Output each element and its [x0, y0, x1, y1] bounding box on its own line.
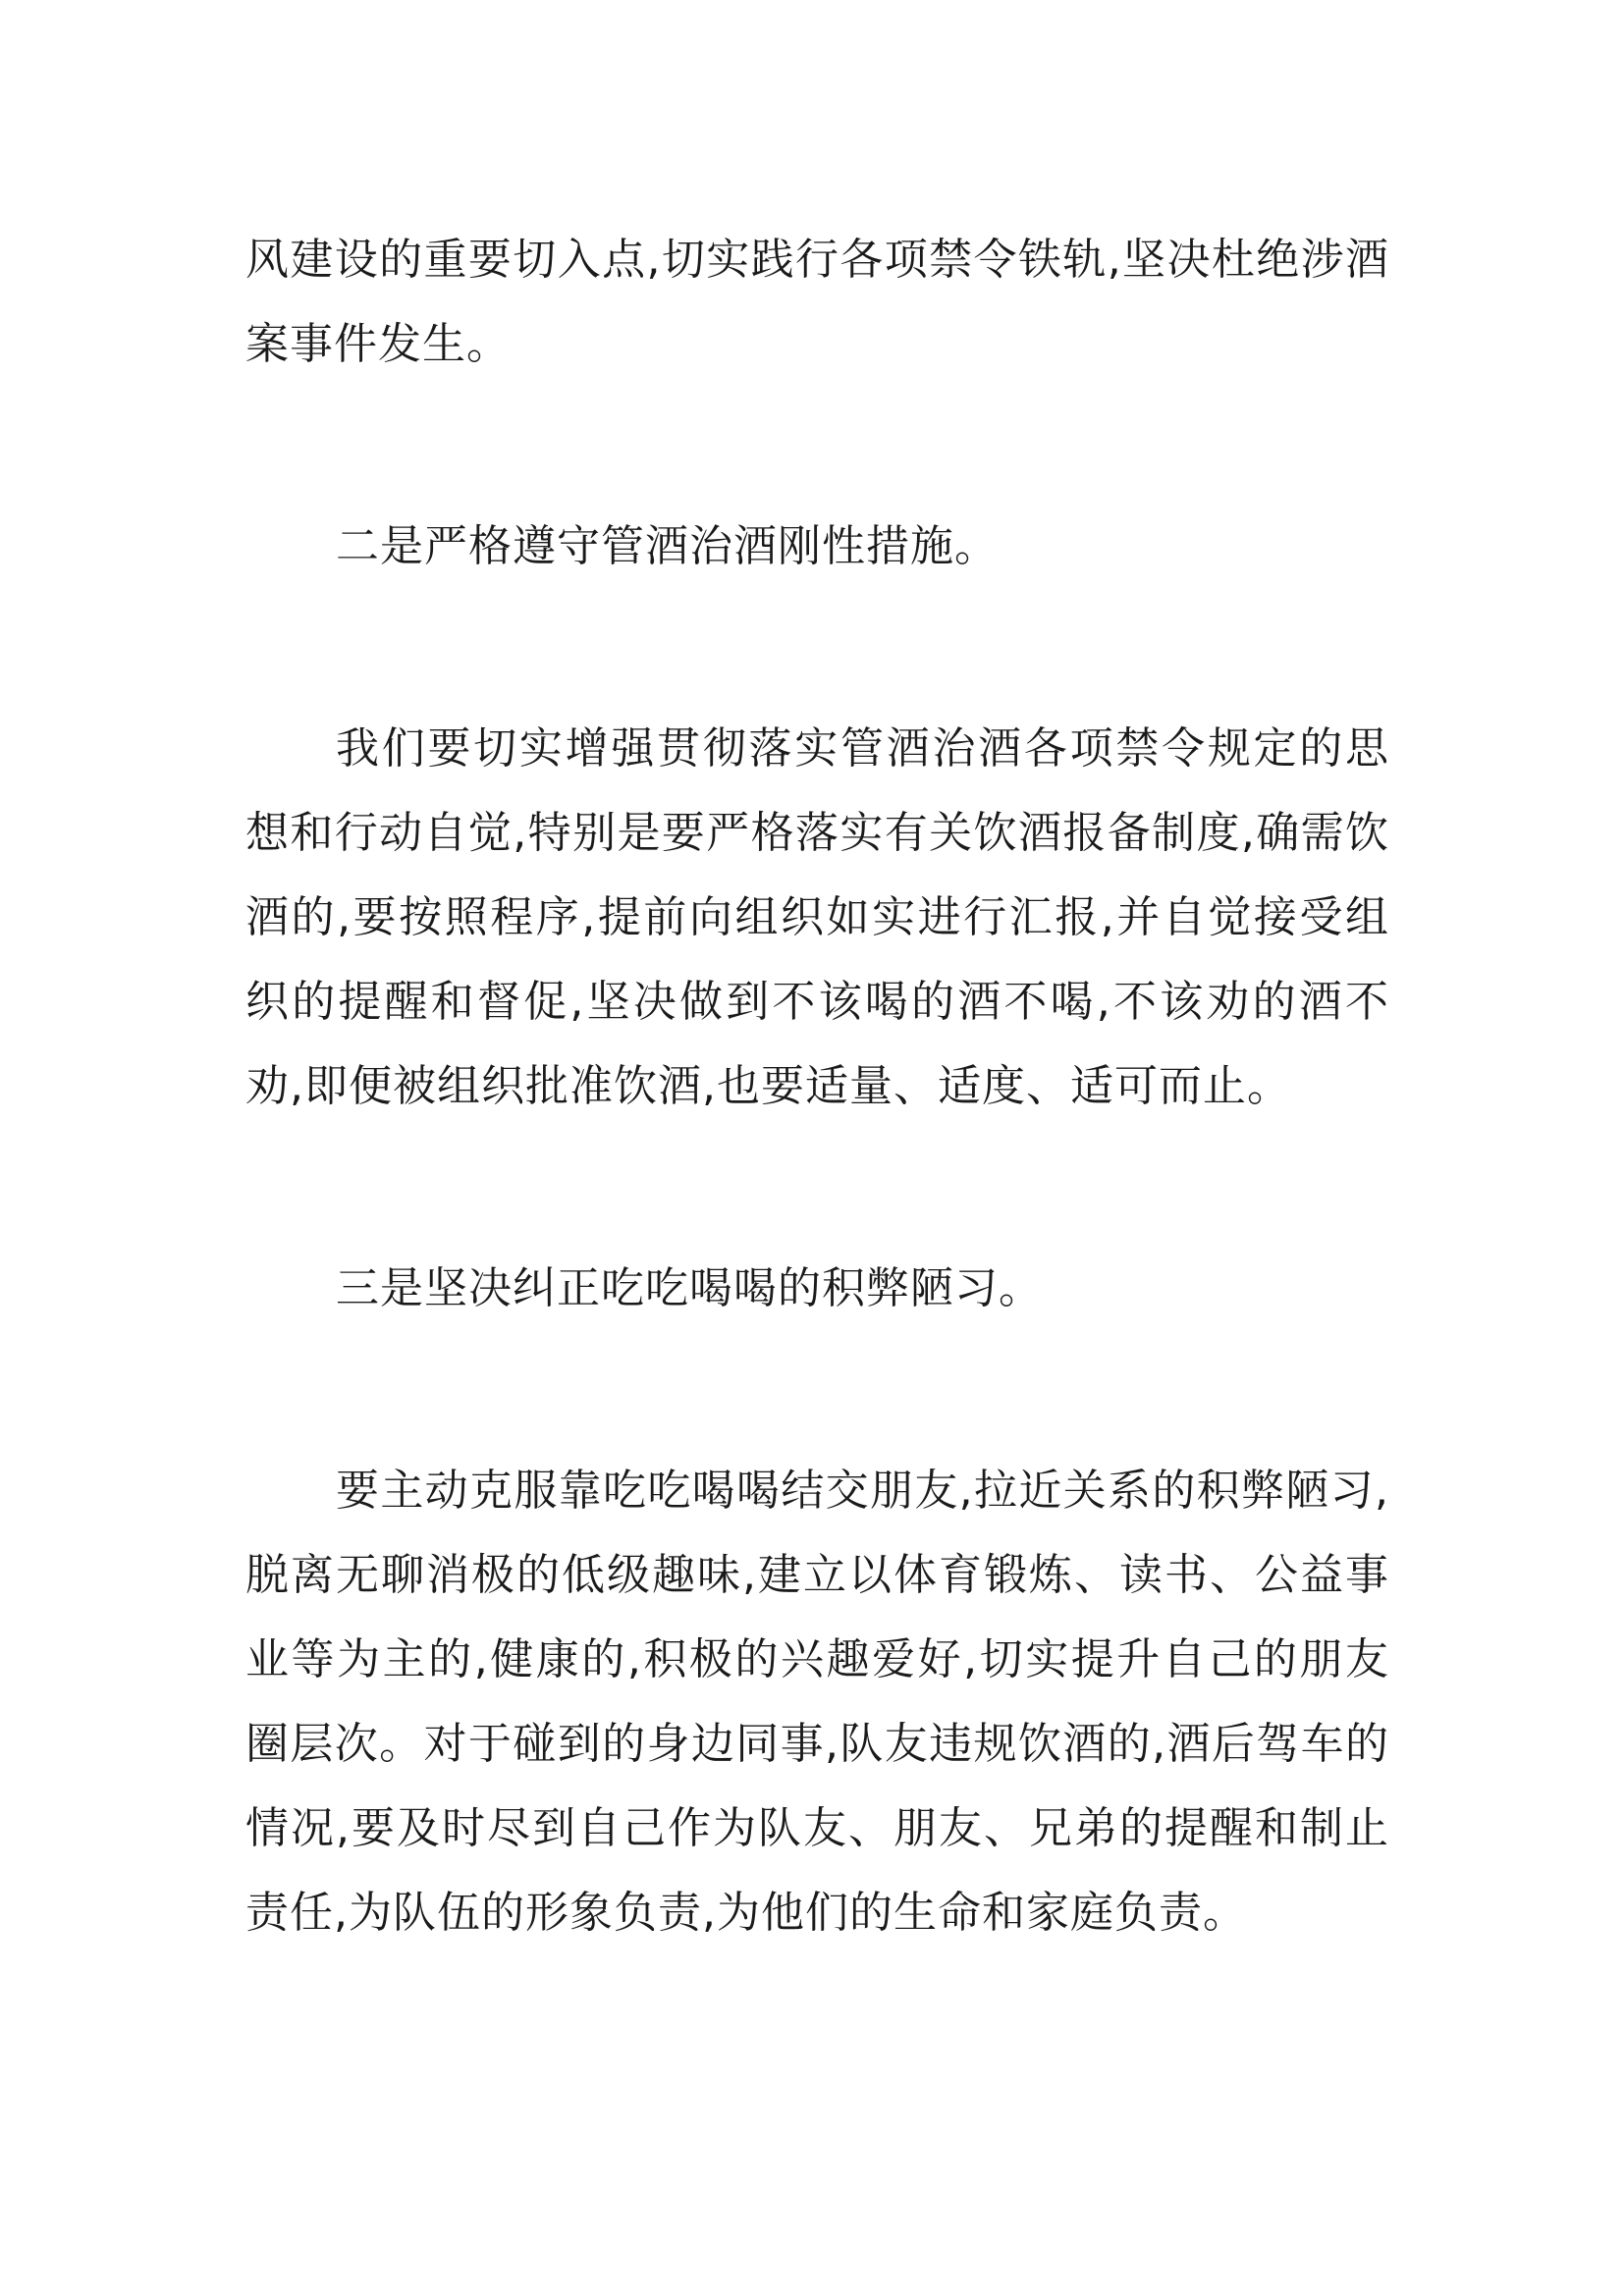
document-body — [245, 218, 1389, 1955]
paragraph-body: 要主动克服靠吃吃喝喝结交朋友,拉近关系的积弊陋习,脱离无聊消极的低级趣味,建立以体育锻炼、读书、公益事业等为主的,健康的,积极的兴趣爱好,切实提升自己的朋友圈层次。对于碰到的身边同事,队友违规饮酒的,酒后驾车的情况,要及时尽到自己作为队友、朋友、兄弟的提醒和制止责任,为队伍的形象负责,为他们的生命和家庭负责。 — [245, 1466, 1389, 1938]
paragraph-spacer — [245, 1129, 1389, 1247]
paragraph-spacer — [245, 387, 1389, 505]
paragraph-continuation: 风建设的重要切入点,切实践行各项禁令铁轨,坚决杜绝涉酒案事件发生。 — [245, 235, 1389, 369]
section-heading-two: 二是严格遵守管酒治酒刚性措施。 — [336, 521, 999, 571]
paragraph-spacer — [245, 1331, 1389, 1449]
paragraph-body: 我们要切实增强贯彻落实管酒治酒各项禁令规定的思想和行动自觉,特别是要严格落实有关饮酒报备制度,确需饮酒的,要按照程序,提前向组织如实进行汇报,并自觉接受组织的提醒和督促,坚决做到不该喝的酒不喝,不该劝的酒不劝,即便被组织批准饮酒,也要适量、适度、适可而止。 — [245, 723, 1389, 1111]
section-heading-three: 三是坚决纠正吃吃喝喝的积弊陋习。 — [336, 1263, 1043, 1313]
paragraph-spacer — [245, 589, 1389, 707]
